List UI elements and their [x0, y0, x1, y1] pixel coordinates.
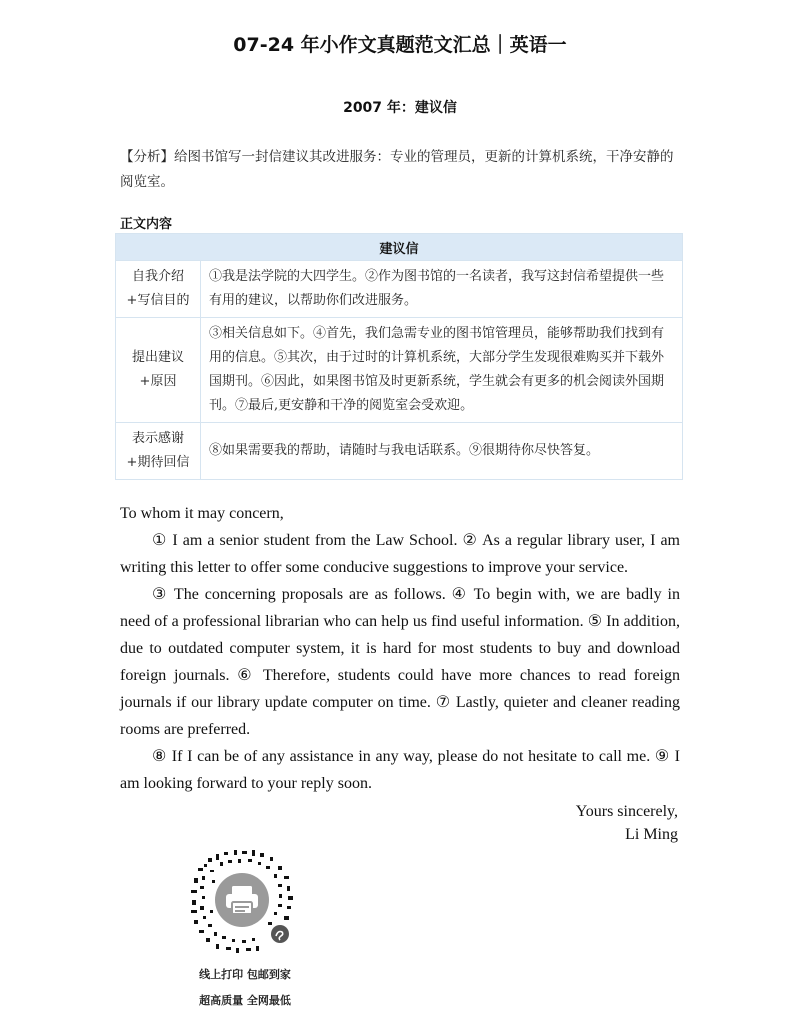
- letter-paragraph: ① I am a senior student from the Law School. ② As a regular library user, I am writing this letter to offer some conducive suggestions to improve your service.: [120, 532, 680, 576]
- letter-body: [120, 500, 680, 797]
- row-content: ①我是法学院的大四学生。②作为图书馆的一名读者，我写这封信希望提供一些有用的建议，以帮助你们改进服务。: [201, 261, 683, 318]
- closing-phrase: Yours sincerely,: [575, 803, 678, 820]
- letter-closing: [576, 800, 678, 846]
- promo-captions: [180, 962, 310, 1014]
- qr-code-image: [188, 848, 300, 956]
- row-category: [116, 318, 201, 423]
- table-row: [116, 318, 683, 423]
- table-header-row: [116, 234, 683, 261]
- row-content: ③相关信息如下。④首先，我们急需专业的图书馆管理员，能够帮助我们找到有用的信息。⑤其次，由于过时的计算机系统，大部分学生发现很难购买并下载外国期刊。⑥因此，如果图书馆及时更新系统，学生就会有更多的机会阅读外国期刊。⑦最后,更安静和干净的阅览室会受欢迎。: [201, 318, 683, 423]
- letter-paragraph: ③ The concerning proposals are as follows. ④ To begin with, we are badly in need of a professional librarian who can help us find useful information. ⑤ In addition, due to outdated computer system, it is hard for most students to buy and download foreign journals. ⑥ Therefore, students could have more chances to read foreign journals if our library update computer on time. ⑦ Lastly, quieter and cleaner reading rooms are preferred.: [120, 586, 680, 738]
- mini-program-qr-code[interactable]: [188, 848, 300, 956]
- document-title: 07-24 年小作文真题范文汇总｜英语一: [233, 34, 567, 56]
- table-header: 建议信: [116, 234, 683, 261]
- table-row: [116, 423, 683, 480]
- row-category: [116, 261, 201, 318]
- category-line: 表示感谢: [131, 431, 184, 446]
- category-line: 自我介绍: [131, 269, 184, 284]
- outline-table: [115, 233, 683, 480]
- category-line: +期待回信: [126, 455, 190, 470]
- body-content-label: 正文内容: [120, 217, 173, 232]
- analysis-paragraph: 【分析】给图书馆写一封信建议其改进服务：专业的管理员，更新的计算机系统，干净安静的阅览室。: [120, 149, 674, 190]
- section-title: 2007 年：建议信: [343, 100, 457, 116]
- category-line: 提出建议: [131, 350, 184, 365]
- row-content: ⑧如果需要我的帮助，请随时与我电话联系。⑨很期待你尽快答复。: [201, 423, 683, 480]
- table-row: [116, 261, 683, 318]
- promo-caption-line: 线上打印 包邮到家: [199, 968, 291, 981]
- row-category: [116, 423, 201, 480]
- signature: Li Ming: [625, 826, 678, 843]
- letter-paragraph: ⑧ If I can be of any assistance in any way, please do not hesitate to call me. ⑨ I am looking forward to your reply soon.: [120, 748, 680, 792]
- category-line: +写信目的: [126, 293, 190, 308]
- promo-caption-line: 超高质量 全网最低: [199, 994, 291, 1007]
- category-line: +原因: [139, 374, 177, 389]
- letter-salutation: To whom it may concern,: [120, 505, 284, 522]
